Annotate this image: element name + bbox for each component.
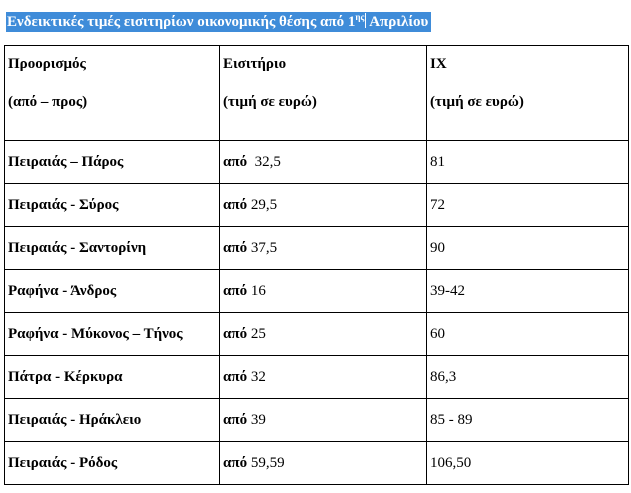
car-cell: 106,50 — [427, 442, 629, 485]
table-row — [5, 399, 629, 442]
route-cell: Πειραιάς – Πάρος — [5, 141, 220, 184]
document-title[interactable] — [6, 12, 431, 32]
ticket-cell — [220, 184, 427, 227]
route-cell: Πάτρα - Κέρκυρα — [5, 356, 220, 399]
ticket-prefix: από — [223, 454, 248, 471]
header-cell-destination — [5, 46, 220, 141]
ticket-prefix: από — [223, 411, 248, 428]
table-row — [5, 270, 629, 313]
table-row — [5, 184, 629, 227]
header-ticket-subtitle: (τιμή σε ευρώ) — [223, 94, 317, 110]
header-cell-car — [427, 46, 629, 141]
header-car-title: ΙΧ — [430, 56, 447, 72]
header-cell-ticket — [220, 46, 427, 141]
ticket-prefix: από — [223, 153, 248, 170]
ticket-cell — [220, 313, 427, 356]
ticket-prefix: από — [223, 196, 248, 213]
ticket-price: 32,5 — [247, 153, 281, 170]
route-cell: Πειραιάς - Ρόδος — [5, 442, 220, 485]
title-superscript: ης — [355, 12, 365, 22]
ticket-cell — [220, 227, 427, 270]
table-header-row — [5, 46, 629, 141]
ticket-price: 25 — [247, 325, 266, 342]
route-cell: Πειραιάς - Σαντορίνη — [5, 227, 220, 270]
ticket-prefix: από — [223, 239, 248, 256]
car-cell: 90 — [427, 227, 629, 270]
ticket-cell — [220, 141, 427, 184]
table-row — [5, 141, 629, 184]
header-destination-title: Προορισμός — [8, 56, 86, 72]
table-row — [5, 313, 629, 356]
car-cell: 60 — [427, 313, 629, 356]
ticket-price: 32 — [247, 368, 266, 385]
ticket-cell — [220, 356, 427, 399]
header-ticket-title: Εισιτήριο — [223, 56, 287, 72]
ticket-price: 16 — [247, 282, 266, 299]
car-cell: 39-42 — [427, 270, 629, 313]
ticket-price: 39 — [247, 411, 266, 428]
car-cell: 85 - 89 — [427, 399, 629, 442]
table-row — [5, 442, 629, 485]
fares-table — [4, 45, 629, 485]
route-cell: Πειραιάς - Ηράκλειο — [5, 399, 220, 442]
ticket-cell — [220, 442, 427, 485]
ticket-price: 29,5 — [247, 196, 278, 213]
route-cell: Ραφήνα - Άνδρος — [5, 270, 220, 313]
route-cell: Πειραιάς - Σύρος — [5, 184, 220, 227]
title-text-end: Απριλίου — [366, 14, 429, 30]
title-text: Ενδεικτικές τιμές εισιτηρίων οικονομικής θέσης από 1 — [7, 14, 356, 30]
car-cell: 86,3 — [427, 356, 629, 399]
ticket-price: 59,59 — [247, 454, 285, 471]
ticket-prefix: από — [223, 282, 248, 299]
route-cell: Ραφήνα - Μύκονος – Τήνος — [5, 313, 220, 356]
table-row — [5, 227, 629, 270]
table-row — [5, 356, 629, 399]
car-cell: 81 — [427, 141, 629, 184]
car-cell: 72 — [427, 184, 629, 227]
header-destination-subtitle: (από – προς) — [8, 94, 88, 110]
ticket-cell — [220, 399, 427, 442]
ticket-prefix: από — [223, 325, 248, 342]
ticket-price: 37,5 — [247, 239, 278, 256]
ticket-cell — [220, 270, 427, 313]
ticket-prefix: από — [223, 368, 248, 385]
header-car-subtitle: (τιμή σε ευρώ) — [430, 94, 524, 110]
